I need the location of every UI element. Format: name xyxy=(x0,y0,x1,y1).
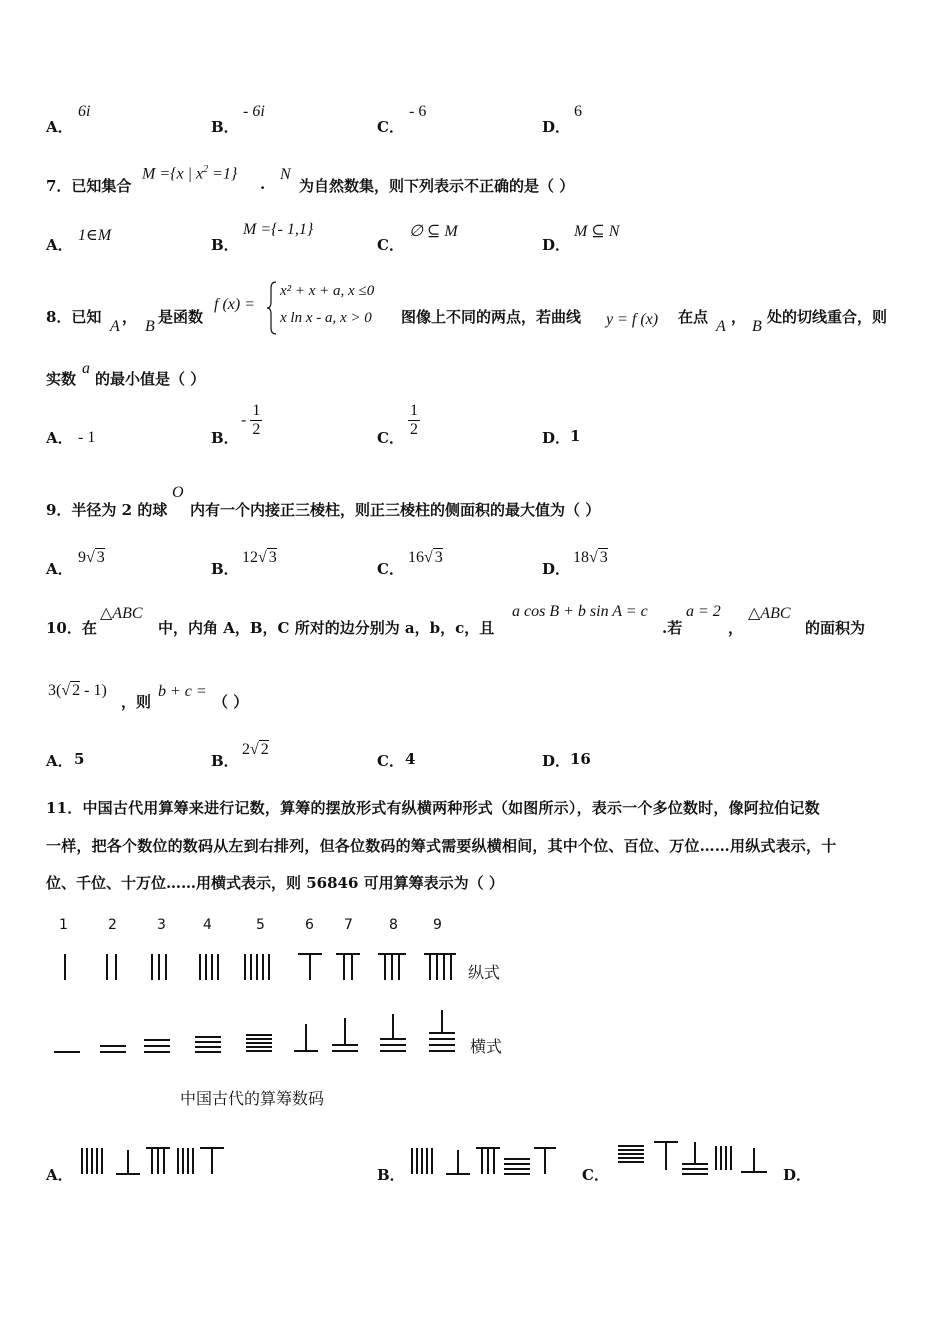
vertical-rod-numerals xyxy=(50,950,470,982)
q11-a-digit-4 xyxy=(178,1148,193,1174)
q11-b-digit-5 xyxy=(412,1148,432,1174)
q9-stem-b: 内有一个内接正三棱柱，则正三棱柱的侧面积的最大值为（ ） xyxy=(190,501,601,519)
q8-stem-a: 8．已知 xyxy=(46,308,102,326)
q7-n: N xyxy=(280,166,291,183)
q8-option-a-value: - 1 xyxy=(78,429,96,446)
q7-option-c-label: C． xyxy=(377,236,404,254)
q7-option-a-value: 1∈M xyxy=(78,227,112,244)
q11-option-d-label: D． xyxy=(783,1166,812,1184)
horizontal-rod-7 xyxy=(332,1018,358,1051)
q8-stem-b: 是函数 xyxy=(158,308,204,326)
vertical-rod-4 xyxy=(200,954,218,980)
q10-comma: ， xyxy=(728,619,744,637)
q10-option-d-label: D． xyxy=(542,752,571,770)
q11-b-digit-6b xyxy=(534,1148,556,1174)
q10-area: 3(√ 2 - 1) xyxy=(48,682,107,699)
q7-set-m-sup: 2 xyxy=(203,164,209,175)
q7-stem-b: 为自然数集，则下列表示不正确的是（ ） xyxy=(299,177,575,195)
horizontal-rod-4 xyxy=(195,1037,221,1052)
q10-bc: b + c = xyxy=(158,683,207,700)
rod-digit-3: 3 xyxy=(157,917,166,933)
q8-option-a-label: A． xyxy=(46,429,73,447)
q8-option-c-value xyxy=(408,402,420,439)
q8-option-c-label: C． xyxy=(377,429,404,447)
q11-line-1: 11．中国古代用算筹来进行记数，算筹的摆放形式有纵横两种形式（如图所示），表示一个多位数时，像阿拉伯记数 xyxy=(46,799,820,817)
q10-area-rad: 2 xyxy=(72,682,81,699)
q10-option-b-rad: 2 xyxy=(260,741,269,758)
q8-a: a xyxy=(82,360,90,377)
q8-option-c-den: 2 xyxy=(410,421,418,438)
q6-option-c-label: C． xyxy=(377,118,404,136)
q11-c-digit-4 xyxy=(716,1146,731,1170)
q10-stem-b: 中，内角 A，B，C 所对的边分别为 a，b，c，且 xyxy=(158,619,495,637)
horizontal-rod-3 xyxy=(144,1040,170,1052)
q11-c-digit-8 xyxy=(682,1142,708,1174)
q10-a-value: a = 2 xyxy=(686,603,721,620)
q8-point-b2: B xyxy=(752,318,762,335)
q7-option-d-label: D． xyxy=(542,236,571,254)
q7-set-m-text: M ={x | x xyxy=(142,165,204,183)
q8-comma2: ， xyxy=(731,308,747,326)
q8-option-b-value xyxy=(241,402,262,439)
q10-option-b-value: 2√ 2 xyxy=(242,741,269,758)
vertical-rod-5 xyxy=(245,954,269,980)
q10-equation: a cos B + b sin A = c xyxy=(512,603,648,620)
q9-option-a-rad: 3 xyxy=(96,549,105,566)
q11-option-b-label: B． xyxy=(377,1166,405,1184)
q8-case-2: x ln x - a, x > 0 xyxy=(280,310,372,326)
q6-option-d-label: D． xyxy=(542,118,571,136)
q9-option-c-label: C． xyxy=(377,560,404,578)
q8-point-b: B xyxy=(145,318,155,335)
rod-digit-6: 6 xyxy=(305,917,314,933)
q9-option-a-label: A． xyxy=(46,560,73,578)
q8-curve: y = f (x) xyxy=(606,311,659,328)
rod-digit-9: 9 xyxy=(433,917,442,933)
q7-stem-a: 7．已知集合 xyxy=(46,177,132,195)
rod-digit-5: 5 xyxy=(256,917,265,933)
q9-option-d-coef: 18 xyxy=(573,549,589,566)
rod-digit-2: 2 xyxy=(108,917,117,933)
q11-option-c-rods xyxy=(616,1140,772,1180)
q10-option-b-label: B． xyxy=(211,752,239,770)
q10-option-d-value: 16 xyxy=(570,750,591,768)
q8-line2-b: 的最小值是（ ） xyxy=(95,370,206,388)
q8-fx: f (x) = xyxy=(214,296,255,313)
q11-a-digit-6b xyxy=(200,1148,224,1174)
q9-option-c-value: 16√ 3 xyxy=(408,549,443,566)
q11-c-digit-6b xyxy=(741,1148,767,1172)
q11-a-digit-5 xyxy=(82,1148,102,1174)
q11-c-digit-5 xyxy=(618,1146,644,1162)
q6-option-c-value: - 6 xyxy=(409,103,427,120)
vertical-rod-8 xyxy=(378,954,406,980)
vertical-form-label: 纵式 xyxy=(468,963,501,982)
q11-line-2: 一样，把各个数位的数码从左到右排列，但各位数码的筹式需要纵横相间，其中个位、百位、万位……用纵式表示，十 xyxy=(46,837,837,855)
q9-o: O xyxy=(172,484,184,501)
q8-option-b-sign: - xyxy=(241,411,247,429)
q9-option-d-rad: 3 xyxy=(599,549,608,566)
q10-option-c-value: 4 xyxy=(405,750,416,768)
q8-option-b-label: B． xyxy=(211,429,239,447)
horizontal-rod-2 xyxy=(100,1046,126,1052)
q10-area-b: - 1) xyxy=(80,682,107,699)
q7-option-c-value: ∅ ⊆ M xyxy=(409,223,458,240)
q11-line-3: 位、千位、十万位……用横式表示，则 56846 可用算筹表示为（ ） xyxy=(46,874,504,892)
q8-option-b-num: 1 xyxy=(252,402,261,419)
q9-option-a-value: 9√ 3 xyxy=(78,549,105,566)
q11-a-digit-6 xyxy=(116,1150,140,1174)
horizontal-rod-6 xyxy=(294,1024,318,1051)
q7-option-b-label: B． xyxy=(211,236,239,254)
q8-case-1: x² + x + a, x ≤0 xyxy=(280,283,375,299)
q11-b-digit-4 xyxy=(504,1159,530,1174)
q10-triangle-2: △ABC xyxy=(748,605,791,622)
q7-option-a-label: A． xyxy=(46,236,73,254)
q8-stem-c: 图像上不同的两点，若曲线 xyxy=(401,308,582,326)
rod-digit-8: 8 xyxy=(389,917,398,933)
horizontal-rod-9 xyxy=(429,1010,455,1051)
vertical-rod-7 xyxy=(336,954,360,980)
horizontal-rod-numerals xyxy=(50,1008,470,1058)
q11-a-digit-8 xyxy=(146,1148,170,1174)
q6-option-d-value: 6 xyxy=(574,103,582,120)
q6-option-b-value: - 6i xyxy=(243,103,265,120)
q10-option-a-label: A． xyxy=(46,752,73,770)
q9-option-b-label: B． xyxy=(211,560,239,578)
q7-dot: . xyxy=(260,175,266,193)
q11-b-digit-6 xyxy=(446,1150,470,1174)
q10-stem-a: 10．在 xyxy=(46,619,97,637)
q9-option-c-coef: 16 xyxy=(408,549,424,566)
q9-option-b-coef: 12 xyxy=(242,549,258,566)
vertical-rod-6 xyxy=(298,954,322,980)
q9-option-c-rad: 3 xyxy=(434,549,443,566)
q7-option-b-value: M ={- 1,1} xyxy=(243,221,314,238)
rod-digit-1: 1 xyxy=(59,917,68,933)
q9-option-b-value: 12√ 3 xyxy=(242,549,277,566)
q11-option-b-rods xyxy=(410,1146,560,1178)
rod-digit-4: 4 xyxy=(203,917,212,933)
q8-line2-a: 实数 xyxy=(46,370,77,388)
rod-figure-caption: 中国古代的算筹数码 xyxy=(180,1089,325,1108)
q9-option-a-coef: 9 xyxy=(78,549,86,566)
q10-option-b-coef: 2 xyxy=(242,741,250,758)
horizontal-rod-5 xyxy=(246,1035,272,1051)
q8-brace xyxy=(266,280,278,336)
q10-stem-c: .若 xyxy=(662,619,683,637)
q8-option-c-num: 1 xyxy=(410,402,418,419)
q7-set-m xyxy=(142,164,237,183)
q8-stem-e: 处的切线重合，则 xyxy=(767,308,888,326)
q10-area-a: 3( xyxy=(48,682,62,699)
q10-option-a-value: 5 xyxy=(74,750,85,768)
vertical-rod-2 xyxy=(107,954,116,980)
q6-option-b-label: B． xyxy=(211,118,239,136)
q10-triangle: △ABC xyxy=(100,605,143,622)
q10-line2-b: ，则 xyxy=(121,693,152,711)
q7-set-m-text2: =1} xyxy=(208,165,238,183)
q11-option-a-label: A． xyxy=(46,1166,73,1184)
q9-stem-a: 9．半径为 2 的球 xyxy=(46,501,168,519)
q11-option-c-label: C． xyxy=(582,1166,609,1184)
horizontal-rod-8 xyxy=(380,1014,406,1051)
q8-comma: ， xyxy=(122,308,138,326)
vertical-rod-9 xyxy=(424,954,456,980)
q7-option-d-value: M ⊆ N xyxy=(574,223,620,240)
q10-option-c-label: C． xyxy=(377,752,404,770)
q9-option-b-rad: 3 xyxy=(268,549,277,566)
q8-point-a2: A xyxy=(716,318,726,335)
q10-stem-d: 的面积为 xyxy=(805,619,866,637)
q8-option-d-label: D． xyxy=(542,429,571,447)
rod-digit-7: 7 xyxy=(344,917,353,933)
q9-option-d-label: D． xyxy=(542,560,571,578)
q9-option-d-value: 18√ 3 xyxy=(573,549,608,566)
q10-line2-c: （ ） xyxy=(213,693,249,711)
q11-option-a-rods xyxy=(80,1146,230,1178)
q6-option-a-label: A． xyxy=(46,118,73,136)
horizontal-form-label: 横式 xyxy=(470,1037,503,1056)
q8-option-b-den: 2 xyxy=(252,421,261,438)
q11-c-digit-6 xyxy=(654,1142,678,1170)
vertical-rod-3 xyxy=(152,954,166,980)
q8-point-a: A xyxy=(110,318,120,335)
q8-option-d-value: 1 xyxy=(570,427,581,445)
q11-b-digit-8 xyxy=(476,1148,500,1174)
q6-option-a-value: 6i xyxy=(78,103,91,120)
q8-stem-d: 在点 xyxy=(678,308,709,326)
